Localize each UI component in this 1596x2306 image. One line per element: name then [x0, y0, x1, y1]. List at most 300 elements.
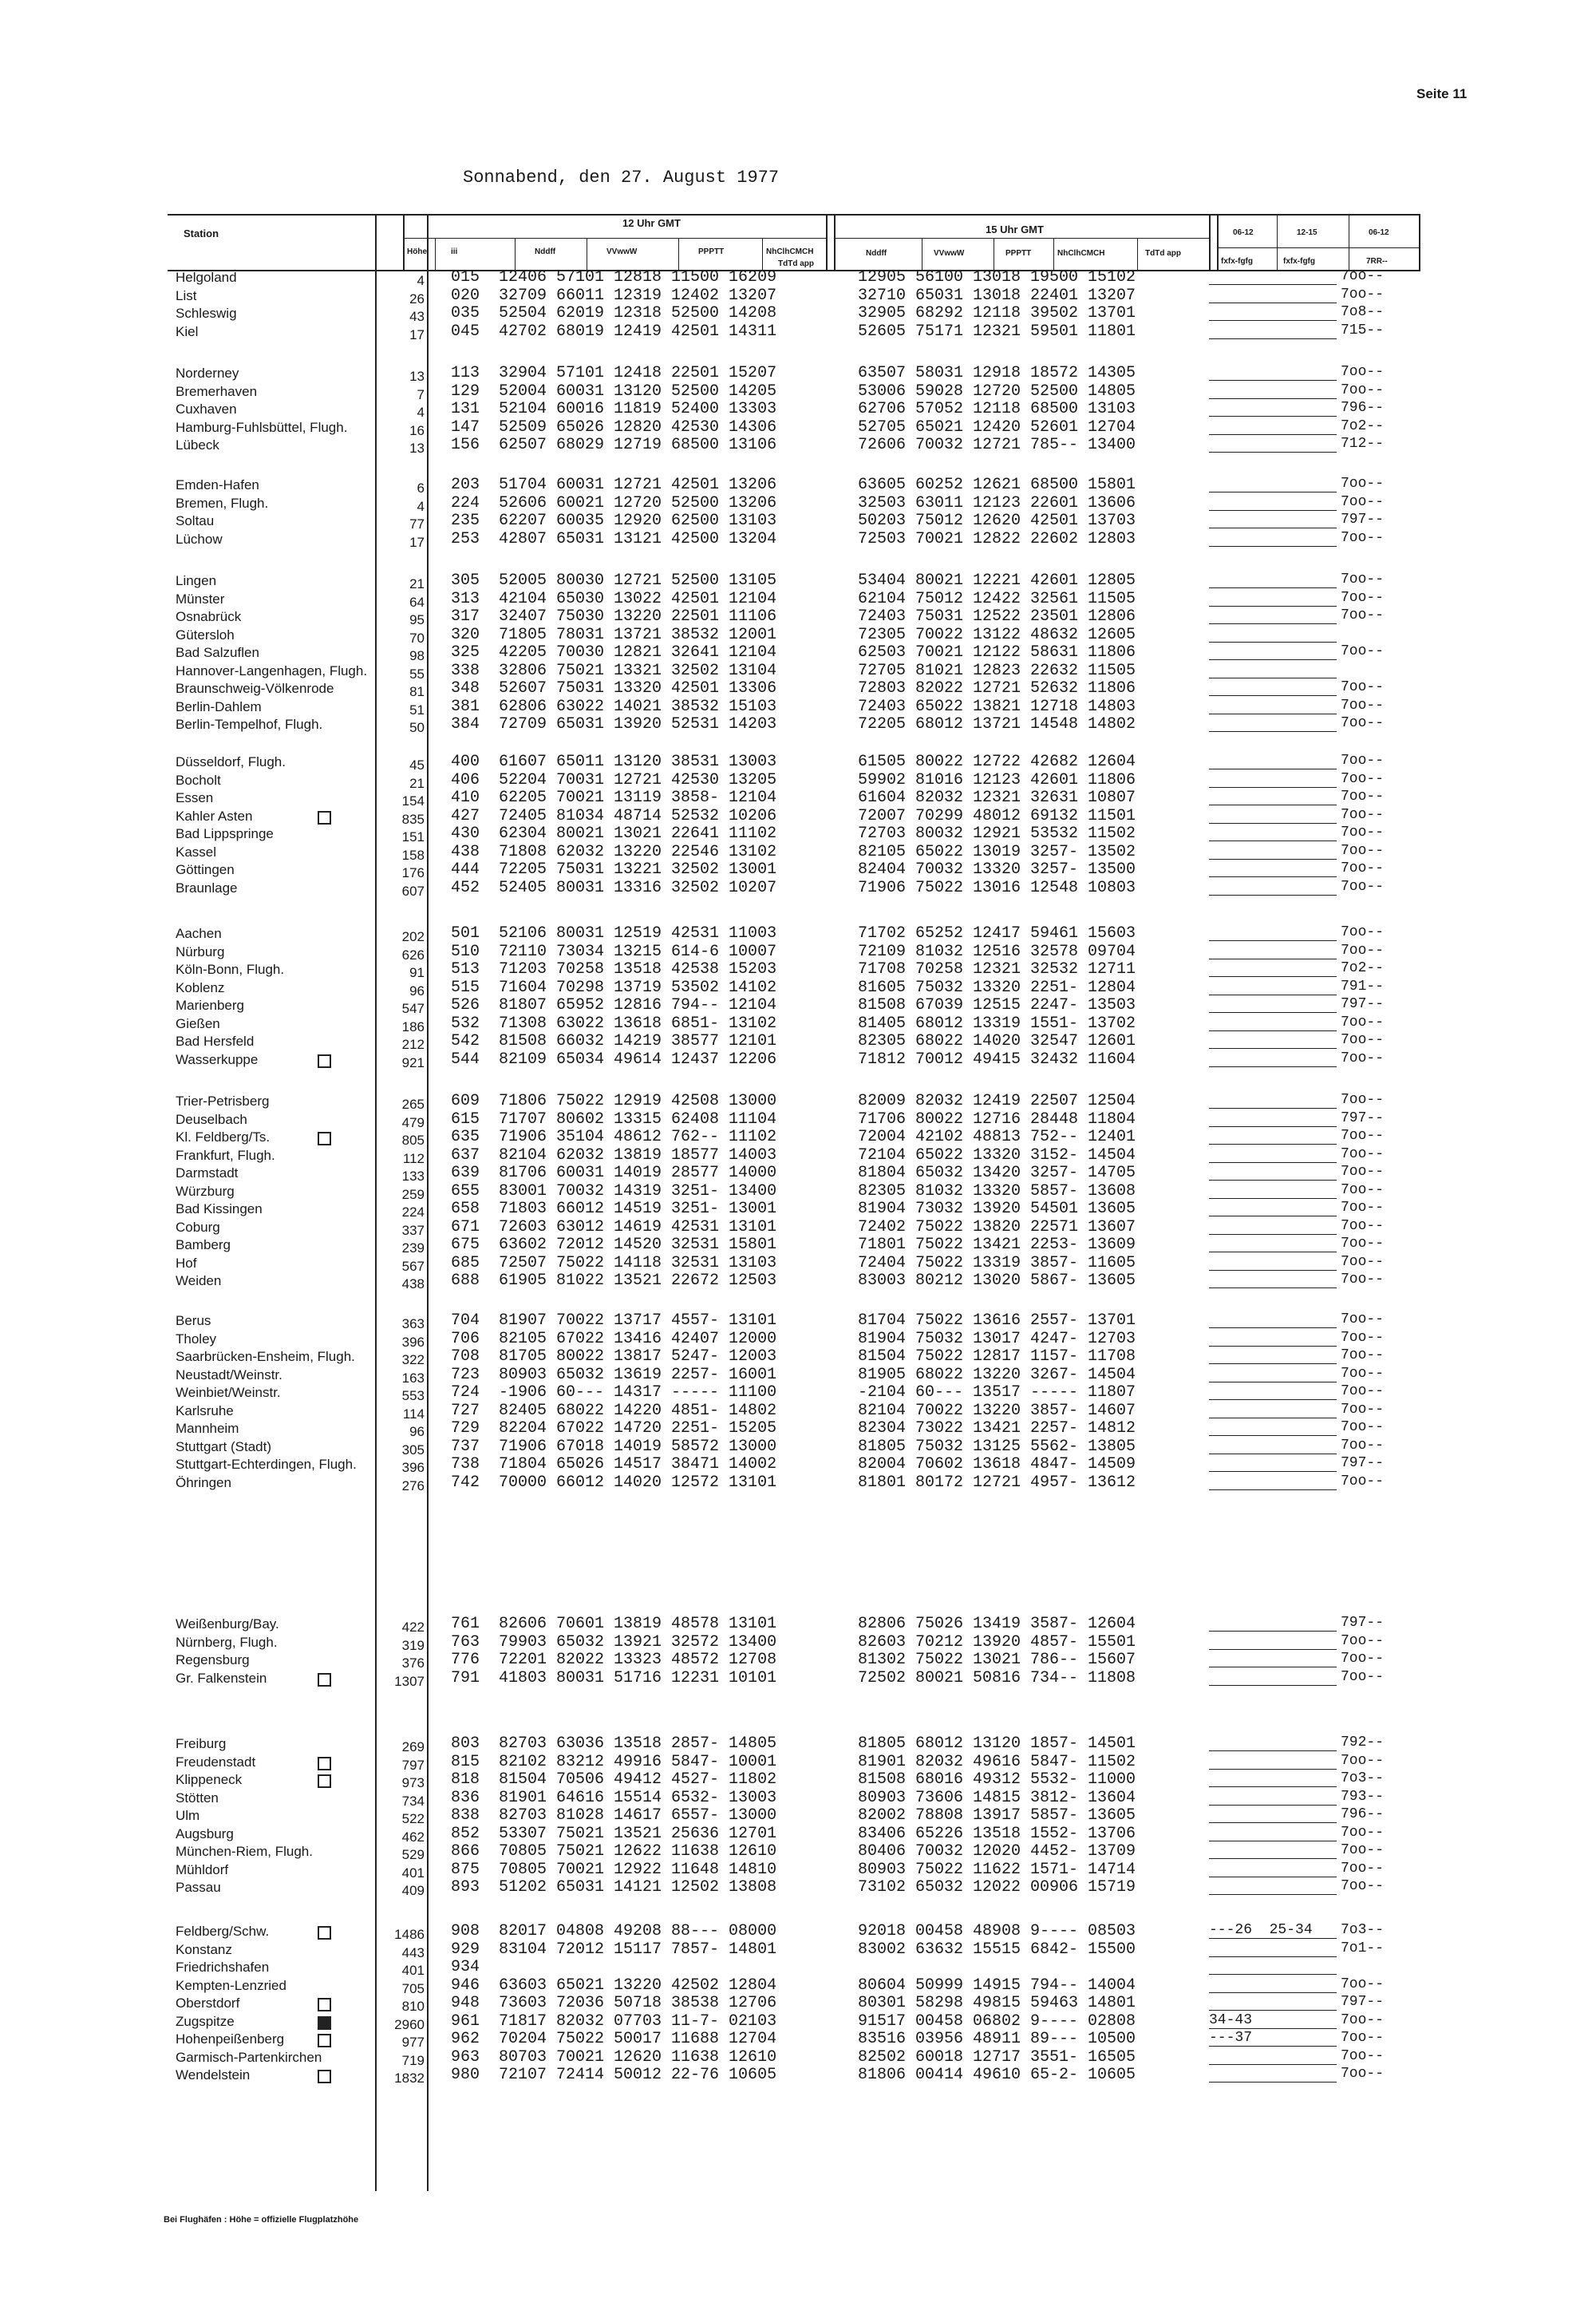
blank-field-rule	[1209, 1435, 1337, 1436]
obs-12utc: 658 71803 66012 14519 3251- 13001	[451, 1200, 777, 1218]
station-height: 186	[401, 1019, 425, 1034]
obs-15utc: 72205 68012 13721 14548 14802	[858, 715, 1136, 734]
station-height: 7	[417, 386, 425, 402]
blank-field-rule	[1209, 1858, 1337, 1859]
station-height: 43	[409, 309, 425, 324]
precip-code: 7oo--	[1341, 1419, 1385, 1435]
obs-15utc: 83002 63632 15515 6842- 15500	[858, 1940, 1136, 1959]
station-name	[176, 1421, 239, 1437]
precip-code: 7oo--	[1341, 1976, 1385, 1992]
hoehe-header: Höhe	[407, 247, 427, 256]
precip-code: 7oo--	[1341, 607, 1385, 623]
blank-field-rule	[1209, 1750, 1337, 1751]
station-label: Helgoland	[176, 270, 237, 285]
station-label: Gießen	[176, 1015, 220, 1031]
station-label: Kahler Asten	[176, 808, 253, 824]
blank-field-rule	[1209, 398, 1337, 399]
station-label: Cuxhaven	[176, 401, 237, 417]
station-label: Nürburg	[176, 943, 225, 959]
station-name	[176, 324, 198, 340]
blank-field-rule	[1209, 1162, 1337, 1163]
right-sub-1: fxfx-fgfg	[1221, 257, 1253, 266]
station-label: Gütersloh	[176, 627, 235, 643]
station-label: Mannheim	[176, 1421, 239, 1436]
precip-code: 7oo--	[1341, 1437, 1385, 1454]
station-label: Berus	[176, 1313, 211, 1328]
station-name	[176, 1808, 200, 1824]
station-height: 70	[409, 630, 425, 646]
station-height: 239	[401, 1240, 425, 1256]
station-label: Essen	[176, 790, 214, 805]
blank-field-rule	[1209, 976, 1337, 977]
obs-15utc: 82105 65022 13019 3257- 13502	[858, 842, 1136, 861]
station-name	[176, 645, 259, 661]
col15-nddff: Nddff	[866, 249, 887, 258]
station-height: 55	[409, 666, 425, 682]
obs-15utc: 32905 68292 12118 39502 13701	[858, 304, 1136, 322]
station-height: 396	[401, 1460, 425, 1475]
precip-code: 797--	[1341, 1455, 1385, 1471]
obs-12utc: 384 72709 65031 13920 52531 14203	[451, 715, 777, 734]
station-label: Hamburg-Fuhlsbüttel, Flugh.	[176, 419, 348, 435]
obs-12utc: 908 82017 04808 49208 88--- 08000	[451, 1922, 777, 1940]
station-label: Wasserkuppe	[176, 1051, 259, 1067]
mountain-station-square-icon	[318, 1926, 331, 1940]
obs-12utc: 729 82204 67022 14720 2251- 15205	[451, 1419, 777, 1438]
station-label: Braunlage	[176, 880, 238, 896]
obs-12utc: 544 82109 65034 49614 12437 12206	[451, 1050, 777, 1069]
precip-code: 7oo--	[1341, 1128, 1385, 1144]
station-name	[176, 1385, 281, 1401]
hoehe-rule	[427, 216, 429, 2191]
obs-12utc: 513 71203 70258 13518 42538 15203	[451, 960, 777, 979]
station-label: Kassel	[176, 844, 217, 860]
obs-15utc: 59902 81016 12123 42601 11806	[858, 770, 1136, 789]
station-name	[176, 1960, 269, 1976]
obs-12utc: 836 81901 64616 15514 6532- 13003	[451, 1788, 777, 1807]
obs-12utc: 020 32709 66011 12319 12402 13207	[451, 286, 777, 305]
station-label: Darmstadt	[176, 1165, 239, 1181]
obs-15utc: 82305 68022 14020 32547 12601	[858, 1032, 1136, 1050]
station-height: 4	[417, 498, 425, 514]
blank-field-rule	[1209, 434, 1337, 435]
blank-field-rule	[1209, 1363, 1337, 1364]
precip-code: 7oo--	[1341, 924, 1385, 940]
station-height: 269	[401, 1739, 425, 1754]
station-height: 810	[401, 1999, 425, 2014]
station-name	[176, 1220, 220, 1236]
obs-15utc: 81904 73032 13920 54501 13605	[858, 1200, 1136, 1218]
station-name	[176, 998, 244, 1014]
blank-field-rule	[1209, 1126, 1337, 1127]
obs-15utc: 81805 68012 13120 1857- 14501	[858, 1734, 1136, 1753]
obs-12utc: 427 72405 81034 48714 52532 10206	[451, 806, 777, 825]
precip-code: 7oo--	[1341, 1145, 1385, 1162]
station-name	[176, 384, 257, 400]
obs-12utc: 723 80903 65032 13619 2257- 16001	[451, 1365, 777, 1384]
blank-field-rule	[1209, 380, 1337, 381]
station-height: 409	[401, 1883, 425, 1898]
precip-code: 7oo--	[1341, 1050, 1385, 1066]
obs-12utc: 338 32806 75021 13321 32502 13104	[451, 661, 777, 680]
blank-field-rule	[1209, 1066, 1337, 1067]
obs-15utc: 53006 59028 12720 52500 14805	[858, 382, 1136, 401]
obs-12utc: 776 72201 82022 13323 48572 12708	[451, 1651, 777, 1669]
station-height: 50	[409, 720, 425, 735]
station-label: Saarbrücken-Ensheim, Flugh.	[176, 1349, 355, 1364]
blank-field-rule	[1209, 1012, 1337, 1013]
station-height: 401	[401, 1865, 425, 1881]
obs-15utc: 53404 80021 12221 42601 12805	[858, 572, 1136, 590]
obs-15utc: 72404 75022 13319 3857- 11605	[858, 1253, 1136, 1272]
obs-12utc: 253 42807 65031 13121 42500 13204	[451, 529, 777, 548]
precip-code: 7oo--	[1341, 1347, 1385, 1363]
precip-code: 7o2--	[1341, 417, 1385, 434]
precip-code: 7oo--	[1341, 842, 1385, 859]
obs-12utc: 893 51202 65031 14121 12502 13808	[451, 1878, 777, 1897]
obs-15utc: 82603 70212 13920 4857- 15501	[858, 1632, 1136, 1651]
station-label: Bamberg	[176, 1237, 231, 1252]
precip-code: 7oo--	[1341, 697, 1385, 714]
station-name	[176, 1616, 279, 1632]
station-label: Kempten-Lenzried	[176, 1977, 286, 1993]
station-label: Berlin-Dahlem	[176, 698, 262, 714]
station-label: Zugspitze	[176, 2013, 235, 2029]
station-height: 479	[401, 1114, 425, 1130]
obs-12utc: 737 71906 67018 14019 58572 13000	[451, 1437, 777, 1456]
obs-12utc: 818 81504 70506 49412 4527- 11802	[451, 1770, 777, 1789]
precip-code: 7oo--	[1341, 1632, 1385, 1649]
station-label: Gr. Falkenstein	[176, 1670, 267, 1686]
obs-12utc: 929 83104 72012 15117 7857- 14801	[451, 1940, 777, 1959]
station-name	[176, 2014, 235, 2030]
station-height: 401	[401, 1963, 425, 1978]
station-height: 626	[401, 947, 425, 963]
station-label: Hannover-Langenhagen, Flugh.	[176, 663, 368, 678]
obs-15utc: 83516 03956 48911 89--- 10500	[858, 2030, 1136, 2048]
blank-field-rule	[1209, 642, 1337, 643]
station-height: 553	[401, 1388, 425, 1403]
station-name	[176, 980, 224, 996]
obs-12utc: 609 71806 75022 12919 42508 13000	[451, 1092, 777, 1110]
obs-15utc: 81508 68016 49312 5532- 11000	[858, 1770, 1136, 1789]
obs-15utc: 72403 75031 12522 23501 12806	[858, 607, 1136, 626]
obs-15utc: 81405 68012 13319 1551- 13702	[858, 1014, 1136, 1033]
station-height: 96	[409, 983, 425, 999]
precip-code: 7oo--	[1341, 2066, 1385, 2082]
station-height: 91	[409, 965, 425, 980]
station-label: Nürnberg, Flugh.	[176, 1634, 278, 1650]
blank-field-rule	[1209, 452, 1337, 453]
station-label: Bremerhaven	[176, 383, 258, 399]
precip-code: 797--	[1341, 1994, 1385, 2010]
col15-vvwww: VVwwW	[934, 249, 965, 258]
station-name	[176, 1165, 238, 1181]
obs-15utc: 80903 75022 11622 1571- 14714	[858, 1860, 1136, 1879]
station-name	[176, 754, 286, 770]
station-height: 337	[401, 1222, 425, 1238]
station-name	[176, 1112, 247, 1128]
station-name	[176, 1256, 196, 1272]
station-label: Ulm	[176, 1808, 200, 1823]
station-name	[176, 1736, 226, 1752]
col15-ppptt: PPPTT	[1005, 249, 1032, 258]
precip-code: 7o3--	[1341, 1922, 1385, 1938]
obs-12utc: 815 82102 83212 49916 5847- 10001	[451, 1752, 777, 1771]
precip-code: 7oo--	[1341, 1181, 1385, 1198]
blank-field-rule	[1209, 1048, 1337, 1049]
obs-12utc: 727 82405 68022 14220 4851- 14802	[451, 1401, 777, 1420]
station-label: Bocholt	[176, 772, 221, 788]
precip-code: 7oo--	[1341, 1401, 1385, 1418]
station-label: Konstanz	[176, 1941, 232, 1957]
station-name	[176, 699, 262, 715]
obs-15utc: 72503 70021 12822 22602 12803	[858, 529, 1136, 548]
precip-code: 7oo--	[1341, 1842, 1385, 1858]
obs-12utc: 045 42702 68019 12419 42501 14311	[451, 322, 777, 341]
obs-12utc: 015 12406 57101 12818 11500 16209	[451, 268, 777, 287]
precip-code: 797--	[1341, 1615, 1385, 1631]
blank-field-rule	[1209, 1144, 1337, 1145]
station-name	[176, 1237, 231, 1253]
mountain-station-square-icon	[318, 2034, 331, 2047]
obs-12utc: 704 81907 70022 13717 4557- 13101	[451, 1311, 777, 1330]
right-sub-3: 7RR--	[1366, 257, 1388, 266]
block15-header: 15 Uhr GMT	[986, 223, 1044, 235]
obs-12utc: 147 52509 65026 12820 42530 14306	[451, 417, 777, 437]
right-header-2: 12-15	[1297, 228, 1317, 237]
station-name	[176, 1367, 282, 1383]
blank-field-rule	[1209, 1198, 1337, 1199]
station-name	[176, 1942, 232, 1958]
station-label: Marienberg	[176, 998, 244, 1013]
blank-field-rule	[1209, 1805, 1337, 1806]
blank-field-rule	[1209, 1786, 1337, 1787]
right-header-1: 06-12	[1233, 228, 1254, 237]
station-label: Aachen	[176, 926, 222, 941]
station-height: 13	[409, 369, 425, 384]
obs-15utc: 82305 81032 13320 5857- 13608	[858, 1181, 1136, 1200]
obs-12utc: 348 52607 75031 13320 42501 13306	[451, 679, 777, 698]
obs-15utc: 12905 56100 13018 19500 15102	[858, 268, 1136, 287]
obs-15utc: 72305 70022 13122 48632 12605	[858, 625, 1136, 644]
obs-15utc: 80903 73606 14815 3812- 13604	[858, 1788, 1136, 1807]
precip-code: 7oo--	[1341, 753, 1385, 769]
blank-field-rule	[1209, 2010, 1337, 2011]
station-name	[176, 826, 274, 842]
footnote: Bei Flughäfen : Höhe = offizielle Flugplatzhöhe	[164, 2215, 359, 2225]
blank-field-rule	[1209, 876, 1337, 877]
precip-code: 796--	[1341, 400, 1385, 416]
obs-15utc: 72403 65022 13821 12718 14803	[858, 697, 1136, 716]
obs-15utc: 72606 70032 12721 785-- 13400	[858, 436, 1136, 454]
station-label: Weißenburg/Bay.	[176, 1616, 279, 1632]
mountain-station-square-icon	[318, 1774, 331, 1788]
blank-field-rule	[1209, 695, 1337, 696]
precip-code: 797--	[1341, 1109, 1385, 1126]
obs-15utc: 83003 80212 13020 5867- 13605	[858, 1272, 1136, 1290]
station-label: Regensburg	[176, 1652, 250, 1667]
station-label: Köln-Bonn, Flugh.	[176, 962, 285, 977]
obs-12utc: 156 62507 68029 12719 68500 13106	[451, 436, 777, 454]
station-height: 96	[409, 1424, 425, 1439]
station-height: 443	[401, 1944, 425, 1960]
station-height: 719	[401, 2052, 425, 2068]
obs-15utc: 82009 82032 12419 22507 12504	[858, 1092, 1136, 1110]
station-label: Weiden	[176, 1273, 222, 1288]
station-name	[176, 663, 367, 679]
station-label: Emden-Hafen	[176, 477, 259, 492]
obs-15utc: 81904 75032 13017 4247- 12703	[858, 1329, 1136, 1348]
station-height: 363	[401, 1316, 425, 1331]
obs-15utc: 92018 00458 48908 9---- 08503	[858, 1922, 1136, 1940]
blank-field-rule	[1209, 1649, 1337, 1650]
obs-15utc: 72004 42102 48813 752-- 12401	[858, 1128, 1136, 1146]
col12-ppptt: PPPTT	[698, 247, 725, 256]
station-name	[176, 1349, 355, 1365]
obs-12utc: 962 70204 75022 50017 11688 12704	[451, 2030, 777, 2048]
obs-15utc: 81302 75022 13021 786-- 15607	[858, 1651, 1136, 1669]
blank-field-rule	[1209, 587, 1337, 588]
blank-field-rule	[1209, 659, 1337, 660]
station-height: 17	[409, 326, 425, 342]
precip-code: 7oo--	[1341, 1014, 1385, 1030]
station-name	[176, 1034, 254, 1050]
blank-field-rule	[1209, 284, 1337, 285]
station-height: 176	[401, 865, 425, 880]
obs-12utc: 946 63603 65021 13220 42502 12804	[451, 1976, 777, 1995]
station-label: Würzburg	[176, 1183, 235, 1199]
station-height: 51	[409, 702, 425, 718]
blank-field-rule	[1209, 895, 1337, 896]
precip-code: 7oo--	[1341, 679, 1385, 695]
station-name	[176, 1273, 221, 1289]
station-name	[176, 1313, 211, 1329]
blank-field-rule	[1209, 1769, 1337, 1770]
obs-15utc: 80301 58298 49815 59463 14801	[858, 1994, 1136, 2012]
obs-12utc: 203 51704 60031 12721 42501 13206	[451, 476, 777, 494]
station-name	[176, 513, 214, 529]
precip-code: 7o1--	[1341, 1940, 1385, 1956]
col12-nddff: Nddff	[535, 247, 556, 256]
mountain-station-square-icon	[318, 2070, 331, 2083]
station-name	[176, 1331, 216, 1347]
station-name	[176, 1671, 267, 1687]
precip-code: 7oo--	[1341, 878, 1385, 895]
obs-12utc: 637 82104 62032 13819 18577 14003	[451, 1145, 777, 1165]
precip-code: 7oo--	[1341, 789, 1385, 805]
blank-field-rule	[1209, 1346, 1337, 1347]
mountain-station-square-icon	[318, 811, 331, 825]
station-name	[176, 681, 334, 697]
station-height: 158	[401, 847, 425, 863]
station-height: 17	[409, 534, 425, 550]
blank-field-rule	[1209, 1399, 1337, 1400]
station-height: 21	[409, 775, 425, 791]
station-name	[176, 437, 219, 453]
blank-field-rule	[1209, 606, 1337, 607]
station-name	[176, 1652, 250, 1668]
station-label: Stuttgart-Echterdingen, Flugh.	[176, 1457, 357, 1472]
obs-12utc: 688 61905 81022 13521 22672 12503	[451, 1272, 777, 1290]
obs-15utc: 50203 75012 12620 42501 13703	[858, 512, 1136, 530]
station-label: Weinbiet/Weinstr.	[176, 1385, 281, 1400]
station-height: 607	[401, 883, 425, 899]
obs-15utc: 81704 75022 13616 2557- 13701	[858, 1311, 1136, 1330]
obs-15utc: 81905 68022 13220 3267- 14504	[858, 1365, 1136, 1384]
precip-code: 712--	[1341, 436, 1385, 452]
filled-square-icon	[318, 2016, 331, 2030]
precip-code: 7oo--	[1341, 1236, 1385, 1252]
obs-15utc: 72502 80021 50816 734-- 11808	[858, 1668, 1136, 1687]
station-name	[176, 420, 347, 436]
station-height: 567	[401, 1258, 425, 1274]
station-label: Trier-Petrisberg	[176, 1094, 270, 1109]
station-name	[176, 1924, 269, 1940]
station-name	[176, 773, 221, 789]
blank-field-rule	[1209, 623, 1337, 624]
blank-field-rule	[1209, 546, 1337, 547]
obs-15utc: 82304 73022 13421 2257- 14812	[858, 1419, 1136, 1438]
obs-12utc: 655 83001 70032 14319 3251- 13400	[451, 1181, 777, 1200]
blank-field-rule	[1209, 320, 1337, 321]
obs-12utc: 400 61607 65011 13120 38531 13003	[451, 753, 777, 771]
station-label: München-Riem, Flugh.	[176, 1844, 313, 1859]
blank-field-rule	[1209, 787, 1337, 788]
precip-code: 792--	[1341, 1734, 1385, 1750]
precip-code: 7o2--	[1341, 960, 1385, 976]
station-name	[176, 270, 237, 286]
precip-code: 7oo--	[1341, 493, 1385, 510]
station-label: Passau	[176, 1880, 221, 1895]
obs-12utc: 671 72603 63012 14619 42531 13101	[451, 1217, 777, 1236]
precip-code: 7oo--	[1341, 1092, 1385, 1108]
station-label: Münster	[176, 591, 225, 607]
obs-12utc: 035 52504 62019 12318 52500 14208	[451, 304, 777, 322]
precip-code: 7oo--	[1341, 1253, 1385, 1270]
station-name	[176, 926, 222, 942]
obs-15utc: 71706 80022 12716 28448 11804	[858, 1109, 1136, 1129]
obs-15utc: 82004 70602 13618 4847- 14509	[858, 1455, 1136, 1473]
station-height: 319	[401, 1637, 425, 1653]
obs-15utc: 71906 75022 13016 12548 10803	[858, 878, 1136, 897]
obs-15utc: 32710 65031 13018 22401 13207	[858, 286, 1136, 305]
precip-code: 7oo--	[1341, 1032, 1385, 1048]
station-height: 224	[401, 1204, 425, 1220]
station-height: 64	[409, 594, 425, 610]
precip-code: 7oo--	[1341, 268, 1385, 284]
station-rule	[375, 216, 377, 2191]
station-height: 462	[401, 1829, 425, 1845]
station-height: 163	[401, 1370, 425, 1386]
obs-15utc: 71801 75022 13421 2253- 13609	[858, 1236, 1136, 1254]
obs-15utc: 72803 82022 12721 52632 11806	[858, 679, 1136, 698]
blank-field-rule	[1209, 1287, 1337, 1288]
obs-12utc: 532 71308 63022 13618 6851- 13102	[451, 1014, 777, 1033]
blank-field-rule	[1209, 1894, 1337, 1895]
station-height: 95	[409, 612, 425, 627]
obs-15utc: 72104 65022 13320 3152- 14504	[858, 1145, 1136, 1165]
station-name	[176, 306, 237, 322]
station-label: Lüchow	[176, 531, 223, 547]
obs-12utc: 866 70805 75021 12622 11638 12610	[451, 1842, 777, 1861]
station-name	[176, 477, 259, 493]
station-label: Osnabrück	[176, 609, 242, 624]
station-height: 133	[401, 1169, 425, 1184]
station-name	[176, 591, 224, 607]
station-name	[176, 1475, 231, 1491]
blank-field-rule	[1209, 2046, 1337, 2047]
